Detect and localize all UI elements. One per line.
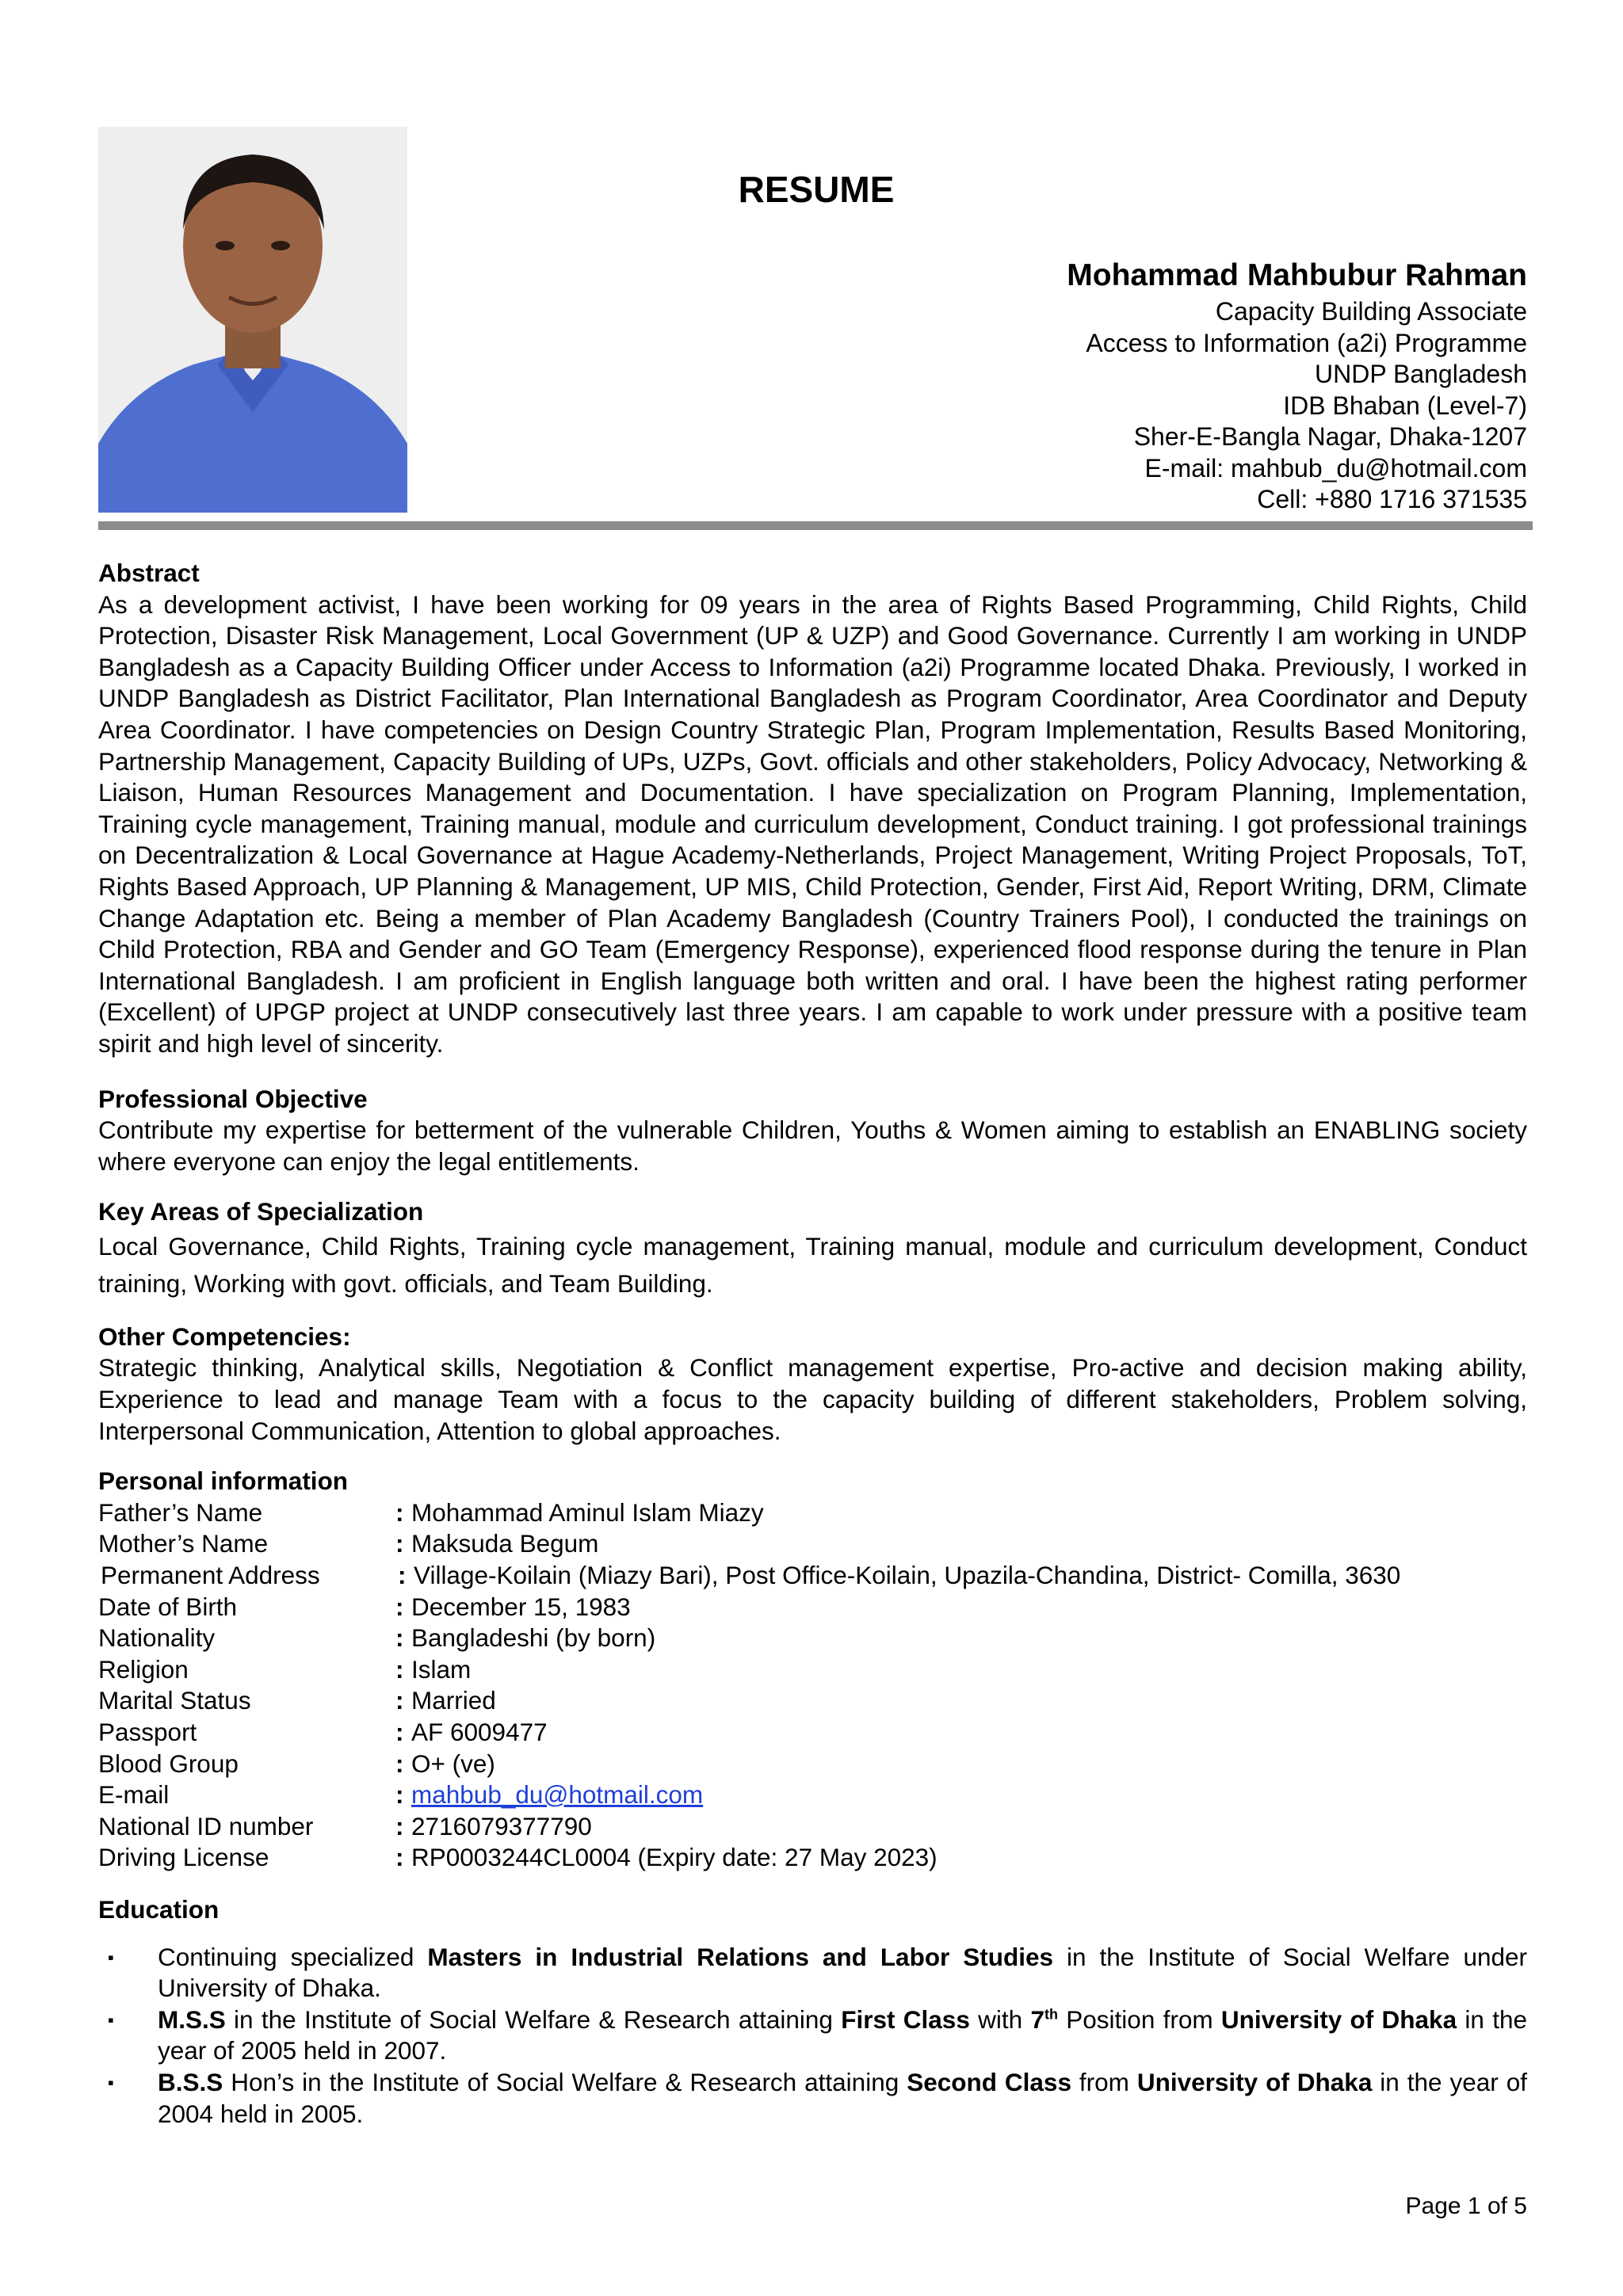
info-row-dob (98, 1592, 1527, 1623)
info-separator: : (398, 1561, 407, 1590)
specialization-heading: Key Areas of Specialization (98, 1197, 424, 1226)
info-label: Nationality (98, 1623, 216, 1653)
info-value: Village-Koilain (Miazy Bari), Post Office-Koilain, Upazila-Chandina, District- Comilla, 3630 (414, 1561, 1401, 1590)
info-value: Islam (411, 1654, 472, 1684)
info-value: December 15, 1983 (411, 1592, 631, 1621)
info-separator: : (395, 1529, 404, 1558)
info-value: 2716079377790 (411, 1811, 592, 1840)
header-email: E-mail: mahbub_du@hotmail.com (1144, 453, 1527, 482)
info-label: Religion (98, 1654, 189, 1684)
info-row-religion (98, 1654, 1527, 1686)
info-separator: : (395, 1811, 404, 1840)
header-address: Sher-E-Bangla Nagar, Dhaka-1207 (1133, 422, 1527, 451)
info-value: Bangladeshi (by born) (411, 1623, 656, 1653)
info-row-passport (98, 1717, 1527, 1749)
info-value: Married (411, 1686, 496, 1715)
page-number: Page 1 of 5 (1405, 2193, 1527, 2219)
header-building: IDB Bhaban (Level-7) (1283, 391, 1527, 420)
abstract-text: As a development activist, I have been working for 09 years in the area of Rights Based Programming, Child Rights, Child Protection, Disaster Risk Management, Local Government (UP & UZP) and Good Governance. Currently I am working in UNDP Bangladesh as a Capacity Building Officer under Access to Information (a2i) Programme located Dhaka. Previously, I worked in UNDP Bangladesh as District Facilitator, Plan International Bangladesh as Program Coordinator, Area Coordinator and Deputy Area Coordinator. I have competencies on Design Country Strategic Plan, Program Implementation, Results Based Monitoring, Partnership Management, Capacity Building of UPs, UZPs, Govt. officials and other stakeholders, Policy Advocacy, Networking & Liaison, Human Resources Management and Documentation. I have specialization on Program Planning, Implementation, Training cycle management, Training manual, module and curriculum development, Conduct training. I got professional trainings on Decentralization & Local Governance at Hague Academy-Netherlands, Project Management, Writing Project Proposals, ToT, Rights Based Approach, UP Planning & Management, UP MIS, Child Protection, Gender, First Aid, Report Writing, DRM, Climate Change Adaptation etc. Being a member of Plan Academy Bangladesh (Country Trainers Pool), I conducted the trainings on Child Protection, RBA and Gender and GO Team (Emergency Response), experienced flood response during the tenure in Plan International Bangladesh. I am proficient in English language both written and oral. I have been the highest rating performer (Excellent) of UPGP project at UNDP consecutively last three years. I am capable to work under pressure with a positive team spirit and high level of sincerity. (98, 589, 1527, 1058)
header-position: Capacity Building Associate (1215, 297, 1527, 326)
abstract-heading: Abstract (98, 559, 200, 587)
personal-heading: Personal information (98, 1466, 349, 1496)
info-label: National ID number (98, 1811, 314, 1840)
info-row-marital (98, 1685, 1527, 1717)
specialization-text: Local Governance, Child Rights, Training cycle management, Training manual, module and curriculum development, Conduct training, Working with govt. officials, and Team Building. (98, 1231, 1527, 1298)
candidate-name: Mohammad Mahbubur Rahman (1067, 258, 1527, 292)
info-separator: : (395, 1718, 404, 1746)
info-label: Blood Group (98, 1749, 239, 1778)
objective-text: Contribute my expertise for betterment of the vulnerable Children, Youths & Women aiming to establish an ENABLING society where everyone can enjoy the legal entitlements. (98, 1116, 1527, 1176)
header-cell: Cell: +880 1716 371535 (1257, 485, 1527, 513)
info-label: Permanent Address (101, 1561, 320, 1590)
info-value: O+ (ve) (411, 1749, 495, 1778)
education-list (98, 1942, 1527, 2130)
header-divider (98, 521, 1533, 530)
info-separator: : (395, 1843, 404, 1872)
info-row-driving-license (98, 1842, 1527, 1874)
objective-heading: Professional Objective (98, 1084, 368, 1113)
header-programme: Access to Information (a2i) Programme (1086, 328, 1527, 357)
info-label: Passport (98, 1718, 197, 1746)
info-row-nationality (98, 1623, 1527, 1654)
list-item (98, 2004, 1527, 2067)
info-separator: : (395, 1780, 404, 1810)
info-value: AF 6009477 (411, 1718, 548, 1746)
document-title: RESUME (738, 169, 895, 210)
info-row-email (98, 1779, 1527, 1811)
education-text: Continuing specialized Masters in Industrial Relations and Labor Studies in the Institute of Social Welfare under University of Dhaka. (158, 1942, 1528, 2003)
list-item (98, 2067, 1527, 2130)
info-value: Mohammad Aminul Islam Miazy (411, 1497, 764, 1527)
education-text: M.S.S in the Institute of Social Welfare & Research attaining First Class with 7th Position from University of Dhaka in the year of 2005 held in 2007. (158, 2004, 1527, 2065)
info-separator: : (395, 1654, 404, 1684)
info-separator: : (395, 1749, 404, 1778)
info-value: RP0003244CL0004 (Expiry date: 27 May 2023) (411, 1843, 938, 1872)
email-link[interactable]: mahbub_du@hotmail.com (411, 1780, 704, 1810)
bullet-icon: ▪ (108, 2009, 114, 2030)
info-separator: : (395, 1686, 404, 1715)
info-separator: : (395, 1592, 404, 1621)
info-label: Mother’s Name (98, 1529, 269, 1558)
personal-info-table (98, 1497, 1527, 1874)
info-label: Marital Status (98, 1686, 251, 1715)
info-label: E-mail (98, 1780, 170, 1810)
resume-body (98, 558, 1527, 2130)
info-label: Date of Birth (98, 1592, 238, 1621)
info-separator: : (395, 1497, 404, 1527)
competencies-text: Strategic thinking, Analytical skills, Negotiation & Conflict management expertise, Pro-active and decision making ability, Experience to lead and manage Team with a focus to the capacity building of different stakeholders, Problem solving, Interpersonal Communication, Attention to global approaches. (98, 1353, 1527, 1445)
info-value: Maksuda Begum (411, 1529, 599, 1558)
profile-photo (98, 127, 407, 513)
info-row-mother (98, 1528, 1527, 1560)
competencies-heading: Other Competencies: (98, 1322, 351, 1351)
bullet-icon: ▪ (108, 1947, 114, 1967)
info-row-address (98, 1560, 1527, 1592)
info-row-father (98, 1497, 1527, 1529)
education-text: B.S.S Hon’s in the Institute of Social Welfare & Research attaining Second Class from University of Dhaka in the year of 2004 held in 2005. (158, 2067, 1527, 2128)
info-label: Father’s Name (98, 1497, 263, 1527)
info-row-blood-group (98, 1749, 1527, 1780)
info-label: Driving License (98, 1843, 269, 1872)
contact-header (814, 255, 1527, 516)
info-row-national-id (98, 1811, 1527, 1843)
education-heading: Education (98, 1894, 220, 1924)
list-item (98, 1942, 1527, 2004)
header-organization: UNDP Bangladesh (1314, 360, 1527, 388)
info-separator: : (395, 1623, 404, 1653)
bullet-icon: ▪ (108, 2072, 114, 2092)
